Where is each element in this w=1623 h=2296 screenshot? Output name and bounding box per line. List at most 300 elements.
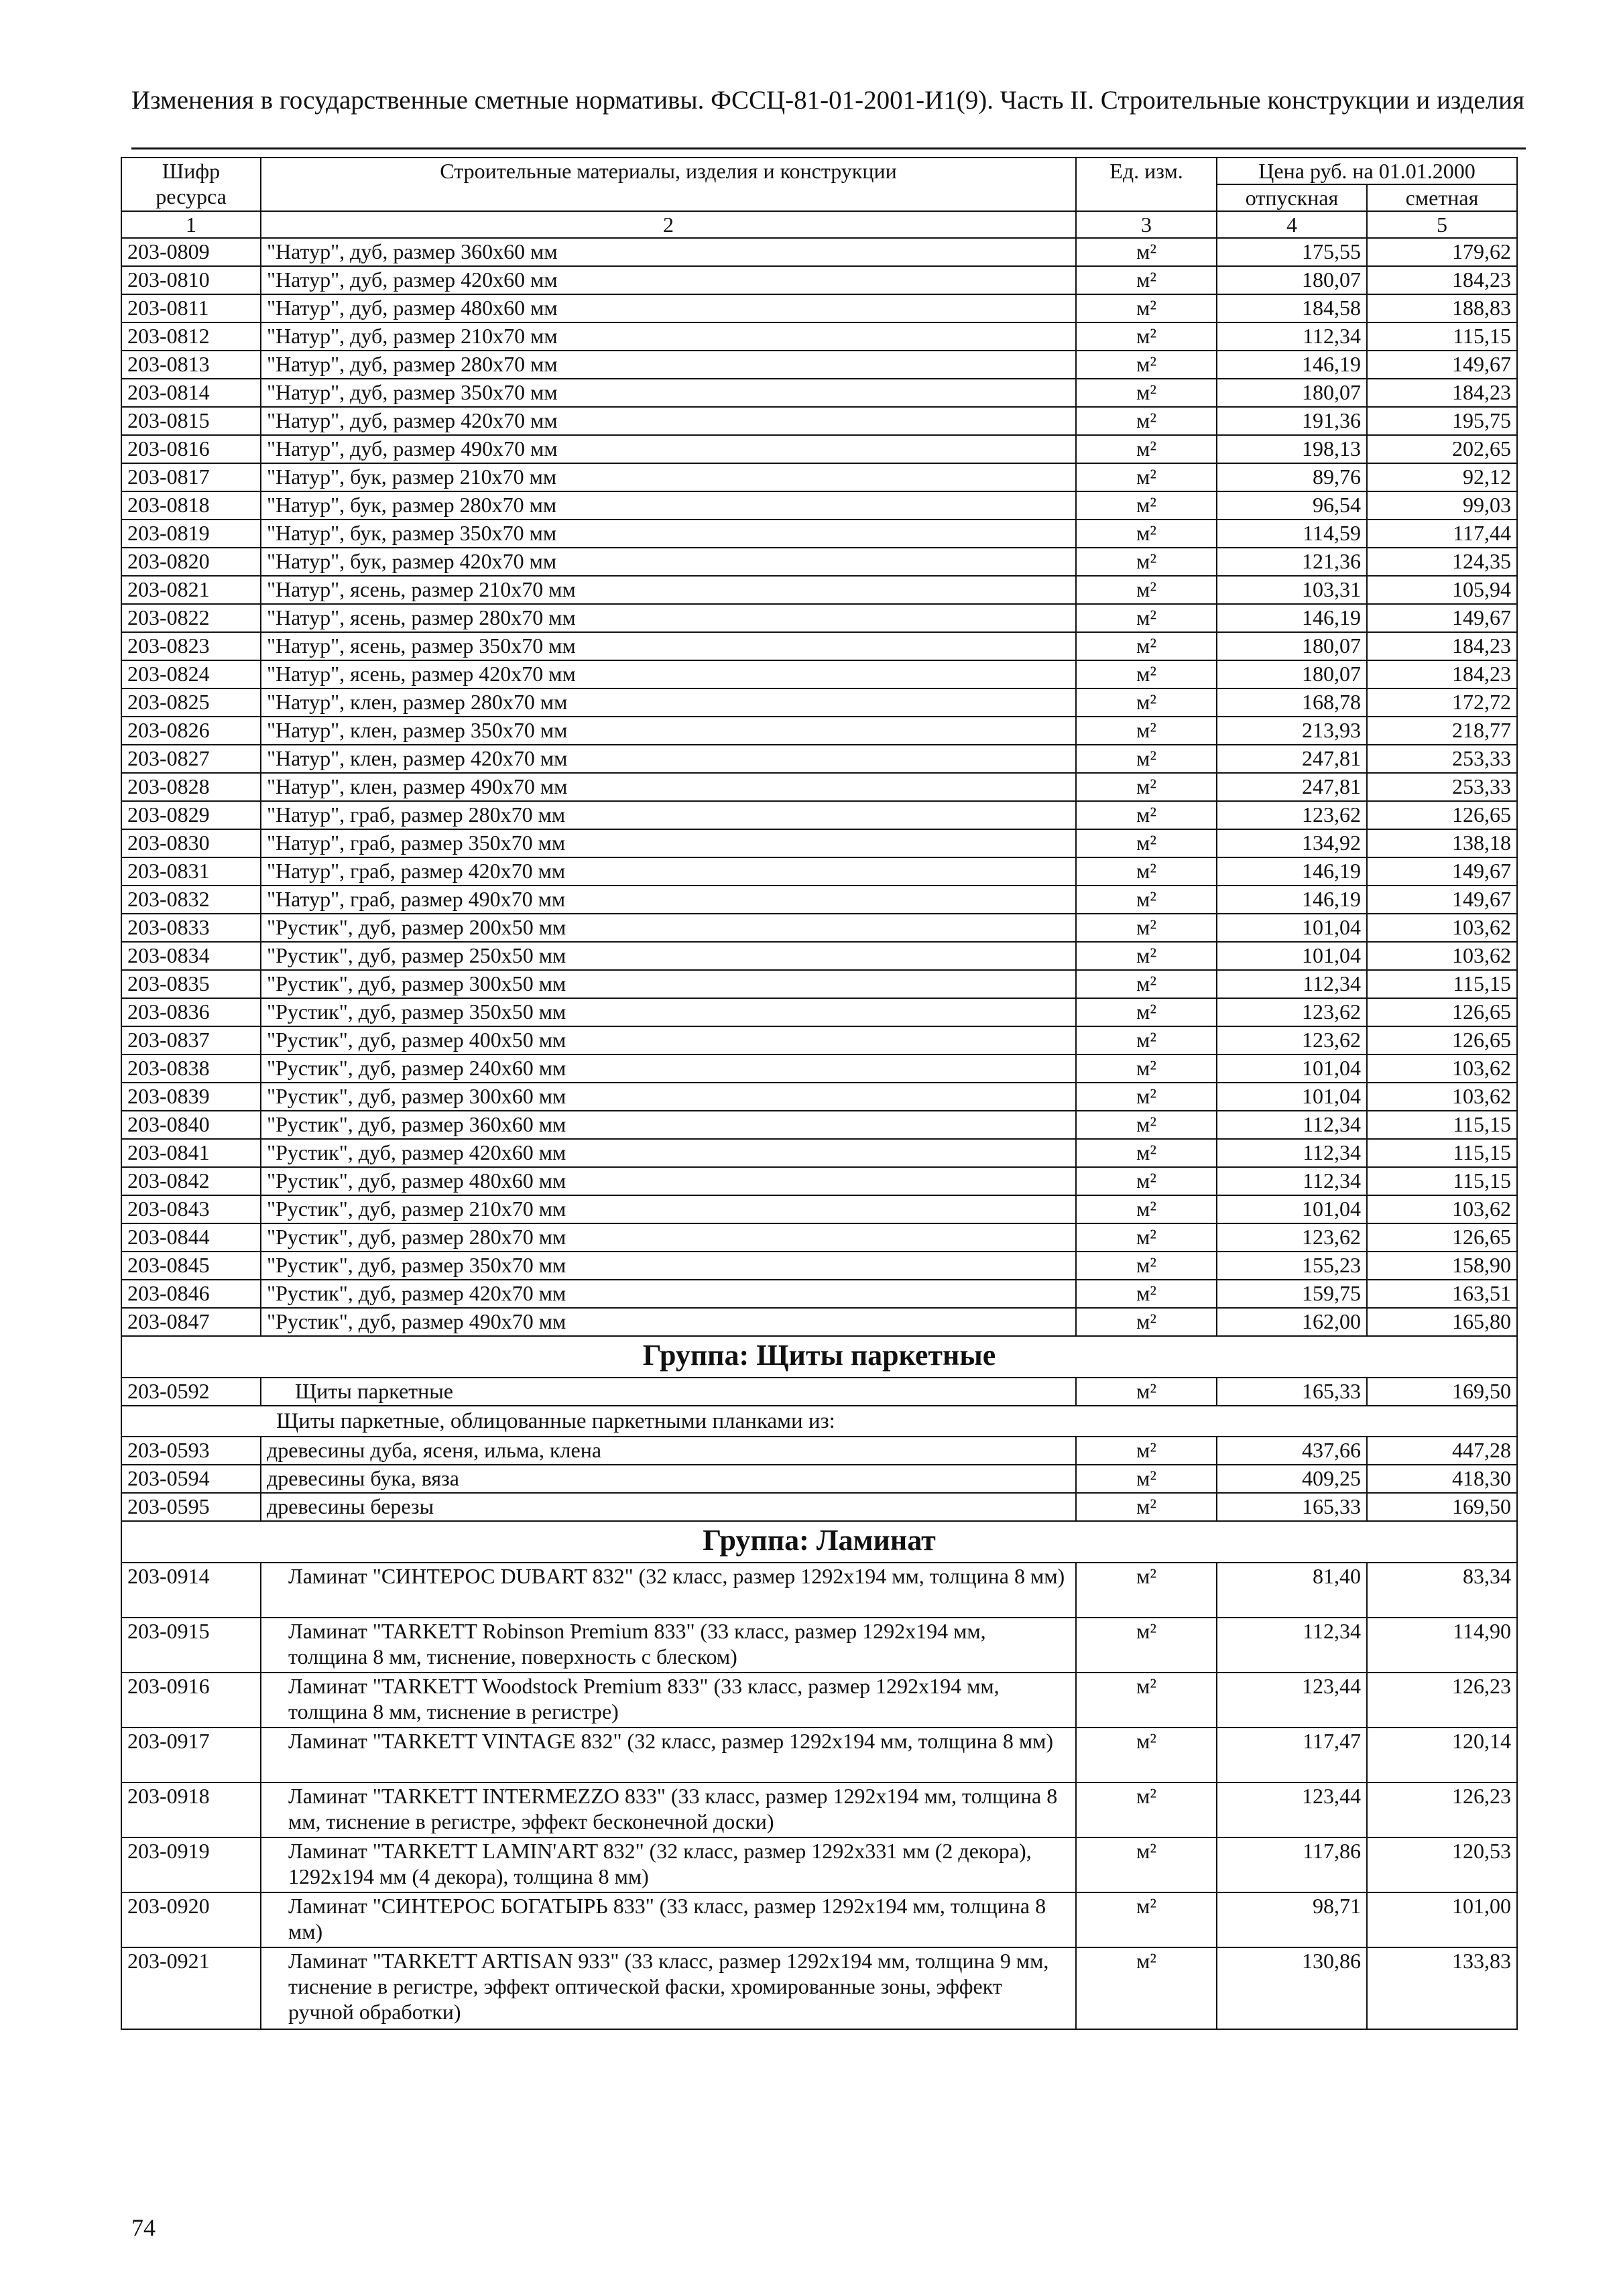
cell-estimate-price: 184,23	[1367, 379, 1517, 407]
table-row	[121, 1892, 1517, 1947]
table-row	[121, 1252, 1517, 1280]
subheading-row	[121, 1406, 1517, 1437]
cell-release-price: 165,33	[1217, 1378, 1367, 1406]
table-row	[121, 829, 1517, 857]
cell-release-price: 184,58	[1217, 294, 1367, 322]
cell-name: Ламинат "TARKETT INTERMEZZO 833" (33 класс, размер 1292х194 мм, толщина 8 мм, тиснение в регистре, эффект бесконечной доски)	[261, 1783, 1076, 1837]
cell-release-price: 159,75	[1217, 1280, 1367, 1308]
cell-unit: м²	[1076, 491, 1217, 520]
cell-estimate-price: 99,03	[1367, 491, 1517, 520]
cell-release-price: 180,07	[1217, 266, 1367, 294]
page-header-title: Изменения в государственные сметные нормативы. ФССЦ-81-01-2001-И1(9). Часть II. Строительные конструкции и изделия	[131, 86, 1524, 115]
cell-release-price: 162,00	[1217, 1308, 1367, 1336]
cell-code: 203-0823	[121, 632, 261, 660]
cell-unit: м²	[1076, 1947, 1217, 2029]
cell-unit: м²	[1076, 1223, 1217, 1252]
cell-unit: м²	[1076, 435, 1217, 463]
table-row	[121, 1167, 1517, 1195]
cell-release-price: 114,59	[1217, 520, 1367, 548]
group-row-shields	[121, 1336, 1517, 1378]
cell-code: 203-0830	[121, 829, 261, 857]
cell-name: Ламинат "СИНТЕРОС БОГАТЫРЬ 833" (33 класс, размер 1292х194 мм, толщина 8 мм)	[261, 1892, 1076, 1947]
cell-estimate-price: 126,65	[1367, 1223, 1517, 1252]
cell-unit: м²	[1076, 1783, 1217, 1837]
cell-unit: м²	[1076, 463, 1217, 491]
cell-unit: м²	[1076, 914, 1217, 942]
cell-estimate-price: 447,28	[1367, 1437, 1517, 1465]
cell-release-price: 96,54	[1217, 491, 1367, 520]
cell-estimate-price: 117,44	[1367, 520, 1517, 548]
table-row	[121, 1026, 1517, 1054]
cell-code: 203-0837	[121, 1026, 261, 1054]
cell-unit: м²	[1076, 1054, 1217, 1083]
cell-name: "Рустик", дуб, размер 420х60 мм	[261, 1139, 1076, 1167]
cell-release-price: 117,47	[1217, 1728, 1367, 1783]
cell-name: "Натур", дуб, размер 210х70 мм	[261, 322, 1076, 351]
cell-unit: м²	[1076, 322, 1217, 351]
cell-estimate-price: 253,33	[1367, 773, 1517, 801]
cell-unit: м²	[1076, 266, 1217, 294]
cell-name: "Натур", бук, размер 420х70 мм	[261, 548, 1076, 576]
cell-estimate-price: 165,80	[1367, 1308, 1517, 1336]
cell-name: "Натур", клен, размер 350х70 мм	[261, 717, 1076, 745]
cell-unit: м²	[1076, 379, 1217, 407]
cell-code: 203-0832	[121, 886, 261, 914]
cell-estimate-price: 184,23	[1367, 266, 1517, 294]
cell-estimate-price: 418,30	[1367, 1465, 1517, 1493]
cell-name: "Рустик", дуб, размер 360х60 мм	[261, 1111, 1076, 1139]
table-row	[121, 351, 1517, 379]
cell-unit: м²	[1076, 688, 1217, 717]
table-row	[121, 1111, 1517, 1139]
cell-estimate-price: 149,67	[1367, 604, 1517, 632]
cell-unit: м²	[1076, 576, 1217, 604]
cell-name: Ламинат "TARKETT Robinson Premium 833" (33 класс, размер 1292х194 мм, толщина 8 мм, тиснение, поверхность с блеском)	[261, 1618, 1076, 1673]
cell-estimate-price: 124,35	[1367, 548, 1517, 576]
table-row	[121, 745, 1517, 773]
cell-unit: м²	[1076, 970, 1217, 998]
cell-name: "Рустик", дуб, размер 300х50 мм	[261, 970, 1076, 998]
cell-name: "Натур", ясень, размер 280х70 мм	[261, 604, 1076, 632]
cell-estimate-price: 126,65	[1367, 998, 1517, 1026]
cell-code: 203-0835	[121, 970, 261, 998]
cell-code: 203-0919	[121, 1837, 261, 1892]
cell-unit: м²	[1076, 773, 1217, 801]
cell-release-price: 165,33	[1217, 1493, 1367, 1521]
cell-code: 203-0594	[121, 1465, 261, 1493]
table-row	[121, 1465, 1517, 1493]
table-row	[121, 1728, 1517, 1783]
cell-code: 203-0820	[121, 548, 261, 576]
cell-unit: м²	[1076, 1892, 1217, 1947]
cell-release-price: 101,04	[1217, 1083, 1367, 1111]
cell-code: 203-0811	[121, 294, 261, 322]
cell-name: "Натур", граб, размер 280х70 мм	[261, 801, 1076, 829]
col-number: 5	[1367, 211, 1517, 238]
cell-unit: м²	[1076, 1026, 1217, 1054]
cell-code: 203-0915	[121, 1618, 261, 1673]
col-header-unit: Ед. изм.	[1076, 158, 1217, 211]
table-row	[121, 1783, 1517, 1837]
cell-name: Ламинат "СИНТЕРОС DUBART 832" (32 класс, размер 1292х194 мм, толщина 8 мм)	[261, 1563, 1076, 1618]
cell-release-price: 155,23	[1217, 1252, 1367, 1280]
table-row	[121, 1139, 1517, 1167]
cell-unit: м²	[1076, 1437, 1217, 1465]
cell-estimate-price: 103,62	[1367, 942, 1517, 970]
table-row	[121, 1563, 1517, 1618]
cell-unit: м²	[1076, 660, 1217, 688]
table-row	[121, 1195, 1517, 1223]
table-row	[121, 1280, 1517, 1308]
cell-name: "Натур", клен, размер 420х70 мм	[261, 745, 1076, 773]
table-row	[121, 322, 1517, 351]
cell-name: древесины бука, вяза	[261, 1465, 1076, 1493]
cell-unit: м²	[1076, 801, 1217, 829]
cell-estimate-price: 184,23	[1367, 660, 1517, 688]
cell-code: 203-0824	[121, 660, 261, 688]
col-number: 1	[121, 211, 261, 238]
cell-estimate-price: 126,23	[1367, 1783, 1517, 1837]
cell-code: 203-0810	[121, 266, 261, 294]
cell-estimate-price: 169,50	[1367, 1493, 1517, 1521]
table-row	[121, 914, 1517, 942]
cell-unit: м²	[1076, 1618, 1217, 1673]
table-row	[121, 998, 1517, 1026]
cell-code: 203-0839	[121, 1083, 261, 1111]
table-row	[121, 1308, 1517, 1336]
cell-release-price: 112,34	[1217, 322, 1367, 351]
cell-release-price: 123,62	[1217, 998, 1367, 1026]
cell-name: Ламинат "TARKETT VINTAGE 832" (32 класс, размер 1292х194 мм, толщина 8 мм)	[261, 1728, 1076, 1783]
cell-unit: м²	[1076, 1465, 1217, 1493]
cell-estimate-price: 120,53	[1367, 1837, 1517, 1892]
header-divider	[131, 147, 1526, 149]
cell-code: 203-0843	[121, 1195, 261, 1223]
cell-code: 203-0816	[121, 435, 261, 463]
cell-name: "Рустик", дуб, размер 200х50 мм	[261, 914, 1076, 942]
cell-code: 203-0593	[121, 1437, 261, 1465]
cell-estimate-price: 101,00	[1367, 1892, 1517, 1947]
cell-unit: м²	[1076, 1378, 1217, 1406]
cell-name: "Рустик", дуб, размер 480х60 мм	[261, 1167, 1076, 1195]
cell-release-price: 112,34	[1217, 1618, 1367, 1673]
col-header-price-group: Цена руб. на 01.01.2000	[1217, 158, 1517, 184]
cell-unit: м²	[1076, 1167, 1217, 1195]
cell-unit: м²	[1076, 1837, 1217, 1892]
cell-name: "Натур", дуб, размер 280х70 мм	[261, 351, 1076, 379]
table-row	[121, 801, 1517, 829]
cell-name: "Рустик", дуб, размер 210х70 мм	[261, 1195, 1076, 1223]
cell-estimate-price: 158,90	[1367, 1252, 1517, 1280]
cell-unit: м²	[1076, 294, 1217, 322]
cell-estimate-price: 103,62	[1367, 914, 1517, 942]
cell-code: 203-0916	[121, 1673, 261, 1728]
cell-unit: м²	[1076, 829, 1217, 857]
cell-name: "Натур", дуб, размер 350х70 мм	[261, 379, 1076, 407]
cell-name: "Натур", граб, размер 490х70 мм	[261, 886, 1076, 914]
col-number: 2	[261, 211, 1076, 238]
table-row	[121, 266, 1517, 294]
table-row	[121, 660, 1517, 688]
table-row	[121, 970, 1517, 998]
table-row	[121, 294, 1517, 322]
cell-unit: м²	[1076, 1139, 1217, 1167]
cell-name: "Натур", бук, размер 280х70 мм	[261, 491, 1076, 520]
cell-release-price: 112,34	[1217, 1167, 1367, 1195]
cell-estimate-price: 184,23	[1367, 632, 1517, 660]
cell-estimate-price: 103,62	[1367, 1195, 1517, 1223]
table-row	[121, 379, 1517, 407]
cell-release-price: 123,62	[1217, 1026, 1367, 1054]
cell-code: 203-0826	[121, 717, 261, 745]
cell-code: 203-0818	[121, 491, 261, 520]
cell-release-price: 103,31	[1217, 576, 1367, 604]
cell-code: 203-0829	[121, 801, 261, 829]
cell-estimate-price: 120,14	[1367, 1728, 1517, 1783]
cell-name: "Рустик", дуб, размер 420х70 мм	[261, 1280, 1076, 1308]
table-row	[121, 1378, 1517, 1406]
cell-code: 203-0836	[121, 998, 261, 1026]
table-row	[121, 1054, 1517, 1083]
col-header-name: Строительные материалы, изделия и конструкции	[261, 158, 1076, 211]
cell-unit: м²	[1076, 1728, 1217, 1783]
group-row-laminate	[121, 1521, 1517, 1563]
cell-release-price: 101,04	[1217, 914, 1367, 942]
cell-release-price: 146,19	[1217, 857, 1367, 886]
cell-estimate-price: 115,15	[1367, 1139, 1517, 1167]
cell-estimate-price: 92,12	[1367, 463, 1517, 491]
cell-unit: м²	[1076, 886, 1217, 914]
cell-unit: м²	[1076, 548, 1217, 576]
cell-release-price: 123,62	[1217, 801, 1367, 829]
cell-release-price: 180,07	[1217, 632, 1367, 660]
cell-estimate-price: 126,65	[1367, 1026, 1517, 1054]
table-row	[121, 238, 1517, 266]
cell-name: "Рустик", дуб, размер 240х60 мм	[261, 1054, 1076, 1083]
cell-estimate-price: 169,50	[1367, 1378, 1517, 1406]
cell-release-price: 123,62	[1217, 1223, 1367, 1252]
cell-release-price: 213,93	[1217, 717, 1367, 745]
column-numbers-row	[121, 211, 1517, 238]
cell-code: 203-0917	[121, 1728, 261, 1783]
table-row	[121, 548, 1517, 576]
cell-release-price: 123,44	[1217, 1783, 1367, 1837]
cell-unit: м²	[1076, 351, 1217, 379]
cell-code: 203-0825	[121, 688, 261, 717]
table-row	[121, 717, 1517, 745]
cell-name: Щиты паркетные	[261, 1378, 1076, 1406]
cell-code: 203-0833	[121, 914, 261, 942]
cell-code: 203-0846	[121, 1280, 261, 1308]
cell-code: 203-0920	[121, 1892, 261, 1947]
cell-name: "Рустик", дуб, размер 300х60 мм	[261, 1083, 1076, 1111]
table-row	[121, 463, 1517, 491]
group-title: Группа: Щиты паркетные	[121, 1336, 1517, 1378]
cell-code: 203-0827	[121, 745, 261, 773]
col-number: 4	[1217, 211, 1367, 238]
table-row	[121, 407, 1517, 435]
table-row	[121, 1837, 1517, 1892]
cell-release-price: 98,71	[1217, 1892, 1367, 1947]
cell-name: "Рустик", дуб, размер 280х70 мм	[261, 1223, 1076, 1252]
cell-estimate-price: 103,62	[1367, 1054, 1517, 1083]
cell-code: 203-0918	[121, 1783, 261, 1837]
cell-release-price: 130,86	[1217, 1947, 1367, 2029]
cell-release-price: 437,66	[1217, 1437, 1367, 1465]
cell-unit: м²	[1076, 1673, 1217, 1728]
cell-unit: м²	[1076, 1493, 1217, 1521]
cell-release-price: 101,04	[1217, 1195, 1367, 1223]
cell-release-price: 121,36	[1217, 548, 1367, 576]
cell-estimate-price: 103,62	[1367, 1083, 1517, 1111]
cell-name: "Натур", клен, размер 490х70 мм	[261, 773, 1076, 801]
cell-estimate-price: 114,90	[1367, 1618, 1517, 1673]
cell-release-price: 112,34	[1217, 970, 1367, 998]
cell-release-price: 117,86	[1217, 1837, 1367, 1892]
table-row	[121, 604, 1517, 632]
cell-name: Ламинат "TARKETT LAMIN'ART 832" (32 класс, размер 1292х331 мм (2 декора), 1292х194 мм (4 декора), толщина 8 мм)	[261, 1837, 1076, 1892]
cell-release-price: 146,19	[1217, 604, 1367, 632]
cell-estimate-price: 179,62	[1367, 238, 1517, 266]
cell-name: "Рустик", дуб, размер 250х50 мм	[261, 942, 1076, 970]
cell-estimate-price: 202,65	[1367, 435, 1517, 463]
cell-code: 203-0842	[121, 1167, 261, 1195]
cell-code: 203-0812	[121, 322, 261, 351]
cell-estimate-price: 149,67	[1367, 886, 1517, 914]
table-row	[121, 1083, 1517, 1111]
cell-code: 203-0595	[121, 1493, 261, 1521]
cell-unit: м²	[1076, 745, 1217, 773]
cell-code: 203-0921	[121, 1947, 261, 2029]
cell-unit: м²	[1076, 857, 1217, 886]
cell-unit: м²	[1076, 717, 1217, 745]
cell-unit: м²	[1076, 1252, 1217, 1280]
cell-code: 203-0841	[121, 1139, 261, 1167]
cell-name: "Натур", ясень, размер 210х70 мм	[261, 576, 1076, 604]
group-title: Группа: Ламинат	[121, 1521, 1517, 1563]
cell-release-price: 123,44	[1217, 1673, 1367, 1728]
cell-name: "Рустик", дуб, размер 350х70 мм	[261, 1252, 1076, 1280]
table-row	[121, 942, 1517, 970]
cell-release-price: 409,25	[1217, 1465, 1367, 1493]
price-table	[121, 157, 1518, 2030]
cell-release-price: 81,40	[1217, 1563, 1367, 1618]
table-row	[121, 857, 1517, 886]
cell-release-price: 191,36	[1217, 407, 1367, 435]
cell-code: 203-0592	[121, 1378, 261, 1406]
cell-release-price: 146,19	[1217, 351, 1367, 379]
cell-code: 203-0809	[121, 238, 261, 266]
cell-unit: м²	[1076, 998, 1217, 1026]
cell-unit: м²	[1076, 407, 1217, 435]
cell-unit: м²	[1076, 632, 1217, 660]
cell-code: 203-0834	[121, 942, 261, 970]
cell-estimate-price: 149,67	[1367, 351, 1517, 379]
cell-unit: м²	[1076, 1083, 1217, 1111]
cell-code: 203-0813	[121, 351, 261, 379]
cell-code: 203-0821	[121, 576, 261, 604]
cell-code: 203-0840	[121, 1111, 261, 1139]
cell-estimate-price: 149,67	[1367, 857, 1517, 886]
cell-estimate-price: 138,18	[1367, 829, 1517, 857]
cell-code: 203-0814	[121, 379, 261, 407]
cell-code: 203-0847	[121, 1308, 261, 1336]
cell-name: "Натур", ясень, размер 420х70 мм	[261, 660, 1076, 688]
table-row	[121, 773, 1517, 801]
cell-code: 203-0817	[121, 463, 261, 491]
table-row	[121, 1673, 1517, 1728]
cell-unit: м²	[1076, 1308, 1217, 1336]
cell-release-price: 101,04	[1217, 1054, 1367, 1083]
cell-name: "Натур", дуб, размер 420х70 мм	[261, 407, 1076, 435]
cell-unit: м²	[1076, 520, 1217, 548]
cell-estimate-price: 218,77	[1367, 717, 1517, 745]
subheading-text: Щиты паркетные, облицованные паркетными планками из:	[121, 1406, 1517, 1437]
table-row	[121, 1223, 1517, 1252]
table-row	[121, 1947, 1517, 2029]
cell-name: "Натур", ясень, размер 350х70 мм	[261, 632, 1076, 660]
table-row	[121, 435, 1517, 463]
cell-code: 203-0831	[121, 857, 261, 886]
cell-code: 203-0838	[121, 1054, 261, 1083]
cell-unit: м²	[1076, 942, 1217, 970]
cell-estimate-price: 126,65	[1367, 801, 1517, 829]
cell-name: древесины березы	[261, 1493, 1076, 1521]
cell-unit: м²	[1076, 1195, 1217, 1223]
table-row	[121, 1493, 1517, 1521]
cell-release-price: 198,13	[1217, 435, 1367, 463]
cell-code: 203-0845	[121, 1252, 261, 1280]
cell-code: 203-0828	[121, 773, 261, 801]
cell-name: "Натур", бук, размер 350х70 мм	[261, 520, 1076, 548]
cell-name: "Натур", граб, размер 420х70 мм	[261, 857, 1076, 886]
table-row	[121, 520, 1517, 548]
cell-release-price: 112,34	[1217, 1111, 1367, 1139]
cell-estimate-price: 163,51	[1367, 1280, 1517, 1308]
cell-estimate-price: 115,15	[1367, 970, 1517, 998]
cell-estimate-price: 83,34	[1367, 1563, 1517, 1618]
cell-estimate-price: 195,75	[1367, 407, 1517, 435]
cell-release-price: 247,81	[1217, 745, 1367, 773]
table-row	[121, 491, 1517, 520]
cell-release-price: 247,81	[1217, 773, 1367, 801]
cell-release-price: 175,55	[1217, 238, 1367, 266]
cell-name: "Натур", бук, размер 210х70 мм	[261, 463, 1076, 491]
cell-name: древесины дуба, ясеня, ильма, клена	[261, 1437, 1076, 1465]
cell-name: "Натур", клен, размер 280х70 мм	[261, 688, 1076, 717]
cell-code: 203-0914	[121, 1563, 261, 1618]
cell-name: "Рустик", дуб, размер 490х70 мм	[261, 1308, 1076, 1336]
cell-unit: м²	[1076, 1111, 1217, 1139]
col-header-release: отпускная	[1217, 184, 1367, 211]
col-header-estimate: сметная	[1367, 184, 1517, 211]
cell-name: "Натур", граб, размер 350х70 мм	[261, 829, 1076, 857]
cell-code: 203-0844	[121, 1223, 261, 1252]
cell-name: "Натур", дуб, размер 360х60 мм	[261, 238, 1076, 266]
cell-release-price: 180,07	[1217, 660, 1367, 688]
cell-name: "Рустик", дуб, размер 400х50 мм	[261, 1026, 1076, 1054]
cell-estimate-price: 172,72	[1367, 688, 1517, 717]
table-row	[121, 1437, 1517, 1465]
cell-estimate-price: 253,33	[1367, 745, 1517, 773]
cell-name: "Натур", дуб, размер 480х60 мм	[261, 294, 1076, 322]
cell-name: "Натур", дуб, размер 490х70 мм	[261, 435, 1076, 463]
table-row	[121, 576, 1517, 604]
cell-unit: м²	[1076, 238, 1217, 266]
table-row	[121, 886, 1517, 914]
cell-name: Ламинат "TARKETT Woodstock Premium 833" (33 класс, размер 1292х194 мм, толщина 8 мм, тиснение в регистре)	[261, 1673, 1076, 1728]
cell-release-price: 101,04	[1217, 942, 1367, 970]
